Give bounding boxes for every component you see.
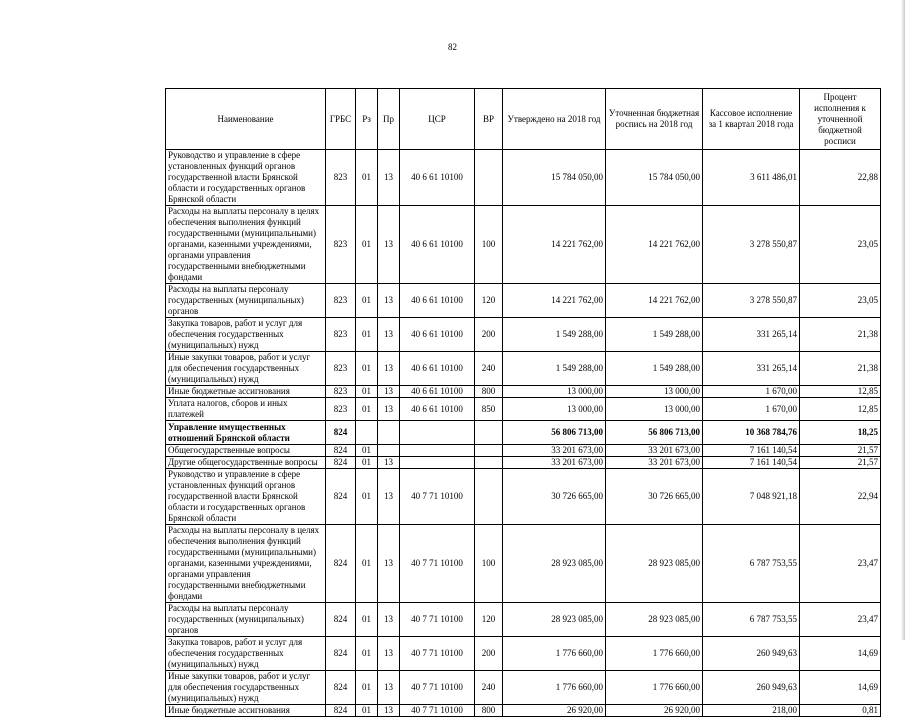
row-refined: 15 784 050,00 [606,150,703,206]
header-refined: Уточненная бюджетная роспись на 2018 год [606,89,703,150]
row-executed: 218,00 [703,705,800,717]
row-pr: 13 [378,603,400,637]
row-pr: 13 [378,525,400,603]
row-executed: 260 949,63 [703,671,800,705]
row-refined: 28 923 085,00 [606,525,703,603]
row-refined: 14 221 762,00 [606,206,703,284]
header-rz: Рз [356,89,378,150]
row-approved: 28 923 085,00 [503,603,606,637]
row-approved: 14 221 762,00 [503,284,606,318]
row-executed: 1 670,00 [703,398,800,421]
row-grbs: 824 [326,457,356,469]
row-pr: 13 [378,318,400,352]
table-row [166,525,881,603]
row-rz: 01 [356,705,378,717]
row-vr [475,445,503,457]
row-percent: 23,47 [800,603,881,637]
row-name: Руководство и управление в сфере установленных функций органов государственной власти Брянской области и государственных органов Брянской области [166,469,326,525]
table-row [166,603,881,637]
row-rz: 01 [356,469,378,525]
row-approved: 1 549 288,00 [503,318,606,352]
row-refined: 1 776 660,00 [606,671,703,705]
header-approved: Утверждено на 2018 год [503,89,606,150]
table-row [166,352,881,386]
row-percent: 12,85 [800,398,881,421]
row-grbs: 823 [326,206,356,284]
row-name: Управление имущественных отношений Брянской области [166,421,326,445]
row-name: Уплата налогов, сборов и иных платежей [166,398,326,421]
row-vr [475,457,503,469]
row-grbs: 824 [326,445,356,457]
row-vr: 120 [475,284,503,318]
row-vr: 100 [475,525,503,603]
row-csr: 40 6 61 10100 [400,206,475,284]
row-name: Расходы на выплаты персоналу в целях обеспечения выполнения функций государственными (муниципальными) органами, казенными учреждениями, органами управления государственными внебюджетными фондами [166,525,326,603]
budget-execution-table [165,88,881,717]
row-vr [475,469,503,525]
header-percent: Процент исполнения к уточненной бюджетной росписи [800,89,881,150]
row-rz: 01 [356,150,378,206]
table-header-row [166,89,881,150]
row-name: Закупка товаров, работ и услуг для обеспечения государственных (муниципальных) нужд [166,637,326,671]
row-grbs: 823 [326,352,356,386]
row-refined: 1 549 288,00 [606,318,703,352]
table-row [166,150,881,206]
row-csr: 40 7 71 10100 [400,469,475,525]
row-executed: 6 787 753,55 [703,525,800,603]
row-grbs: 824 [326,469,356,525]
row-grbs: 823 [326,318,356,352]
row-csr: 40 6 61 10100 [400,398,475,421]
row-name: Расходы на выплаты персоналу государственных (муниципальных) органов [166,284,326,318]
row-name: Иные бюджетные ассигнования [166,386,326,398]
row-grbs: 824 [326,421,356,445]
row-pr: 13 [378,671,400,705]
row-rz: 01 [356,457,378,469]
row-csr: 40 6 61 10100 [400,318,475,352]
header-grbs: ГРБС [326,89,356,150]
table-row [166,206,881,284]
header-executed: Кассовое исполнение за 1 квартал 2018 года [703,89,800,150]
row-csr: 40 7 71 10100 [400,671,475,705]
row-vr [475,150,503,206]
row-percent: 14,69 [800,637,881,671]
page-number: 82 [448,42,457,52]
row-name: Иные закупки товаров, работ и услуг для обеспечения государственных (муниципальных) нужд [166,352,326,386]
row-grbs: 824 [326,525,356,603]
row-vr: 240 [475,671,503,705]
row-pr: 13 [378,206,400,284]
row-approved: 33 201 673,00 [503,445,606,457]
row-name: Иные закупки товаров, работ и услуг для обеспечения государственных (муниципальных) нужд [166,671,326,705]
row-grbs: 823 [326,386,356,398]
row-executed: 7 048 921,18 [703,469,800,525]
row-pr: 13 [378,284,400,318]
row-executed: 1 670,00 [703,386,800,398]
row-name: Расходы на выплаты персоналу в целях обеспечения выполнения функций государственными (муниципальными) органами, казенными учреждениями, органами управления государственными внебюджетными фондами [166,206,326,284]
row-refined: 33 201 673,00 [606,457,703,469]
row-refined: 1 549 288,00 [606,352,703,386]
table-row [166,398,881,421]
row-approved: 33 201 673,00 [503,457,606,469]
row-vr: 240 [475,352,503,386]
table-row [166,671,881,705]
row-pr: 13 [378,352,400,386]
row-pr: 13 [378,637,400,671]
row-executed: 260 949,63 [703,637,800,671]
row-name: Закупка товаров, работ и услуг для обеспечения государственных (муниципальных) нужд [166,318,326,352]
row-percent: 21,57 [800,445,881,457]
row-percent: 21,38 [800,318,881,352]
header-name: Наименование [166,89,326,150]
row-grbs: 824 [326,705,356,717]
row-vr: 200 [475,318,503,352]
row-refined: 13 000,00 [606,386,703,398]
row-name: Другие общегосударственные вопросы [166,457,326,469]
row-rz [356,421,378,445]
header-vr: ВР [475,89,503,150]
row-rz: 01 [356,206,378,284]
row-executed: 331 265,14 [703,318,800,352]
row-csr: 40 6 61 10100 [400,150,475,206]
row-percent: 23,05 [800,206,881,284]
row-executed: 3 278 550,87 [703,206,800,284]
row-rz: 01 [356,352,378,386]
row-rz: 01 [356,386,378,398]
row-csr: 40 6 61 10100 [400,352,475,386]
row-vr: 200 [475,637,503,671]
row-percent: 23,47 [800,525,881,603]
table-row [166,469,881,525]
row-executed: 7 161 140,54 [703,445,800,457]
row-pr: 13 [378,386,400,398]
scan-edge-shadow [901,0,905,640]
table-row [166,457,881,469]
row-refined: 26 920,00 [606,705,703,717]
row-approved: 26 920,00 [503,705,606,717]
table-row [166,421,881,445]
row-pr: 13 [378,457,400,469]
table-row [166,705,881,717]
row-approved: 13 000,00 [503,398,606,421]
row-csr [400,457,475,469]
row-rz: 01 [356,445,378,457]
row-percent: 14,69 [800,671,881,705]
row-vr [475,421,503,445]
row-csr: 40 6 61 10100 [400,386,475,398]
row-approved: 56 806 713,00 [503,421,606,445]
table-row [166,386,881,398]
row-grbs: 824 [326,637,356,671]
row-percent: 22,88 [800,150,881,206]
row-approved: 14 221 762,00 [503,206,606,284]
row-rz: 01 [356,671,378,705]
row-approved: 28 923 085,00 [503,525,606,603]
row-rz: 01 [356,284,378,318]
row-name: Общегосударственные вопросы [166,445,326,457]
row-csr [400,421,475,445]
row-rz: 01 [356,603,378,637]
header-pr: Пр [378,89,400,150]
row-grbs: 824 [326,603,356,637]
row-percent: 21,57 [800,457,881,469]
row-approved: 13 000,00 [503,386,606,398]
row-approved: 1 776 660,00 [503,671,606,705]
table-row [166,284,881,318]
row-percent: 21,38 [800,352,881,386]
row-approved: 1 776 660,00 [503,637,606,671]
row-rz: 01 [356,318,378,352]
row-percent: 18,25 [800,421,881,445]
row-refined: 28 923 085,00 [606,603,703,637]
row-name: Расходы на выплаты персоналу государственных (муниципальных) органов [166,603,326,637]
row-pr: 13 [378,150,400,206]
row-executed: 3 611 486,01 [703,150,800,206]
row-name: Иные бюджетные ассигнования [166,705,326,717]
row-executed: 7 161 140,54 [703,457,800,469]
row-refined: 30 726 665,00 [606,469,703,525]
row-refined: 1 776 660,00 [606,637,703,671]
row-executed: 6 787 753,55 [703,603,800,637]
row-csr: 40 6 61 10100 [400,284,475,318]
row-percent: 12,85 [800,386,881,398]
row-pr [378,421,400,445]
row-csr [400,445,475,457]
row-refined: 14 221 762,00 [606,284,703,318]
row-csr: 40 7 71 10100 [400,705,475,717]
row-approved: 30 726 665,00 [503,469,606,525]
row-rz: 01 [356,637,378,671]
row-pr: 13 [378,469,400,525]
row-executed: 3 278 550,87 [703,284,800,318]
row-vr: 800 [475,386,503,398]
row-rz: 01 [356,525,378,603]
row-percent: 22,94 [800,469,881,525]
row-grbs: 824 [326,671,356,705]
row-refined: 56 806 713,00 [606,421,703,445]
row-percent: 0,81 [800,705,881,717]
row-executed: 10 368 784,76 [703,421,800,445]
row-approved: 15 784 050,00 [503,150,606,206]
row-grbs: 823 [326,150,356,206]
row-csr: 40 7 71 10100 [400,603,475,637]
row-csr: 40 7 71 10100 [400,525,475,603]
row-percent: 23,05 [800,284,881,318]
table-row [166,637,881,671]
row-pr [378,445,400,457]
row-name: Руководство и управление в сфере установленных функций органов государственной власти Брянской области и государственных органов Брянской области [166,150,326,206]
row-csr: 40 7 71 10100 [400,637,475,671]
table-row [166,445,881,457]
row-pr: 13 [378,398,400,421]
row-pr: 13 [378,705,400,717]
row-vr: 120 [475,603,503,637]
row-grbs: 823 [326,284,356,318]
row-approved: 1 549 288,00 [503,352,606,386]
row-rz: 01 [356,398,378,421]
row-vr: 850 [475,398,503,421]
row-grbs: 823 [326,398,356,421]
row-refined: 13 000,00 [606,398,703,421]
header-csr: ЦСР [400,89,475,150]
row-vr: 800 [475,705,503,717]
row-refined: 33 201 673,00 [606,445,703,457]
table-row [166,318,881,352]
row-vr: 100 [475,206,503,284]
row-executed: 331 265,14 [703,352,800,386]
